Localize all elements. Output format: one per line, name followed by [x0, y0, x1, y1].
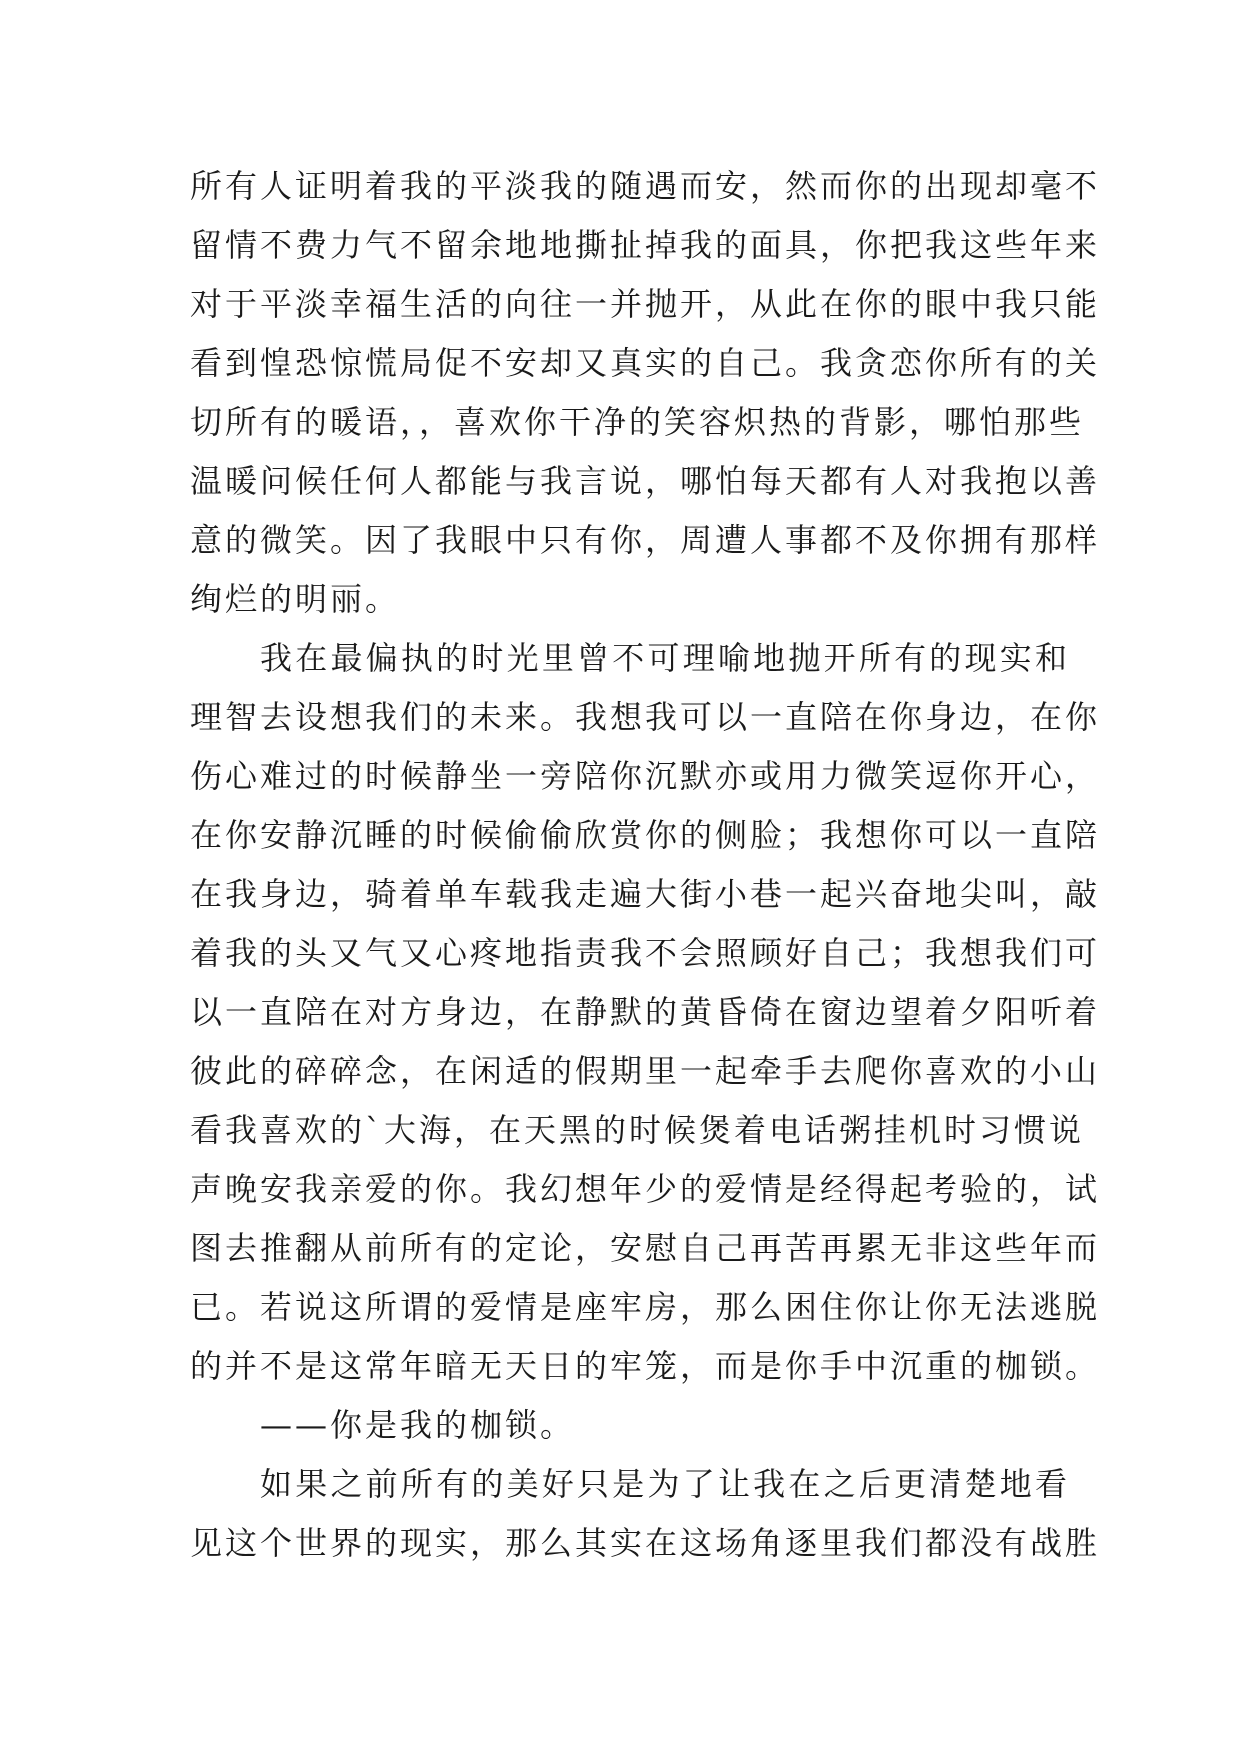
text-line: 在你安静沉睡的时候偷偷欣赏你的侧脸；我想你可以一直陪 — [190, 816, 1101, 854]
text-line: 伤心难过的时候静坐一旁陪你沉默亦或用力微笑逗你开心， — [190, 757, 1101, 795]
text-line: 见这个世界的现实，那么其实在这场角逐里我们都没有战胜 — [190, 1524, 1101, 1562]
text-line: 以一直陪在对方身边，在静默的黄昏倚在窗边望着夕阳听着 — [190, 993, 1101, 1031]
text-line: 所有人证明着我的平淡我的随遇而安，然而你的出现却毫不 — [190, 167, 1101, 205]
text-line: 留情不费力气不留余地地撕扯掉我的面具，你把我这些年来 — [190, 226, 1101, 264]
text-line: 切所有的暖语，，喜欢你干净的笑容炽热的背影，哪怕那些 — [190, 403, 1085, 441]
text-line: 看我喜欢的`大海，在天黑的时候煲着电话粥挂机时习惯说 — [190, 1111, 1085, 1149]
text-line: 温暖问候任何人都能与我言说，哪怕每天都有人对我抱以善 — [190, 462, 1101, 500]
text-line: 我在最偏执的时光里曾不可理喻地抛开所有的现实和 — [260, 639, 1070, 677]
text-line: 彼此的碎碎念，在闲适的假期里一起牵手去爬你喜欢的小山 — [190, 1052, 1101, 1090]
text-line: 意的微笑。因了我眼中只有你，周遭人事都不及你拥有那样 — [190, 521, 1101, 559]
text-line: 着我的头又气又心疼地指责我不会照顾好自己；我想我们可 — [190, 934, 1101, 972]
text-line: 绚烂的明丽。 — [190, 580, 401, 618]
text-line: ——你是我的枷锁。 — [260, 1406, 576, 1444]
text-line: 看到惶恐惊慌局促不安却又真实的自己。我贪恋你所有的关 — [190, 344, 1101, 382]
text-line: 理智去设想我们的未来。我想我可以一直陪在你身边，在你 — [190, 698, 1101, 736]
text-line: 如果之前所有的美好只是为了让我在之后更清楚地看 — [260, 1465, 1070, 1503]
body-text — [190, 157, 1101, 1573]
text-line: 的并不是这常年暗无天日的牢笼，而是你手中沉重的枷锁。 — [190, 1347, 1101, 1385]
text-line: 在我身边，骑着单车载我走遍大街小巷一起兴奋地尖叫，敲 — [190, 875, 1101, 913]
text-line: 对于平淡幸福生活的向往一并抛开，从此在你的眼中我只能 — [190, 285, 1101, 323]
text-line: 已。若说这所谓的爱情是座牢房，那么困住你让你无法逃脱 — [190, 1288, 1101, 1326]
text-line: 声晚安我亲爱的你。我幻想年少的爱情是经得起考验的，试 — [190, 1170, 1101, 1208]
text-line: 图去推翻从前所有的定论，安慰自己再苦再累无非这些年而 — [190, 1229, 1101, 1267]
